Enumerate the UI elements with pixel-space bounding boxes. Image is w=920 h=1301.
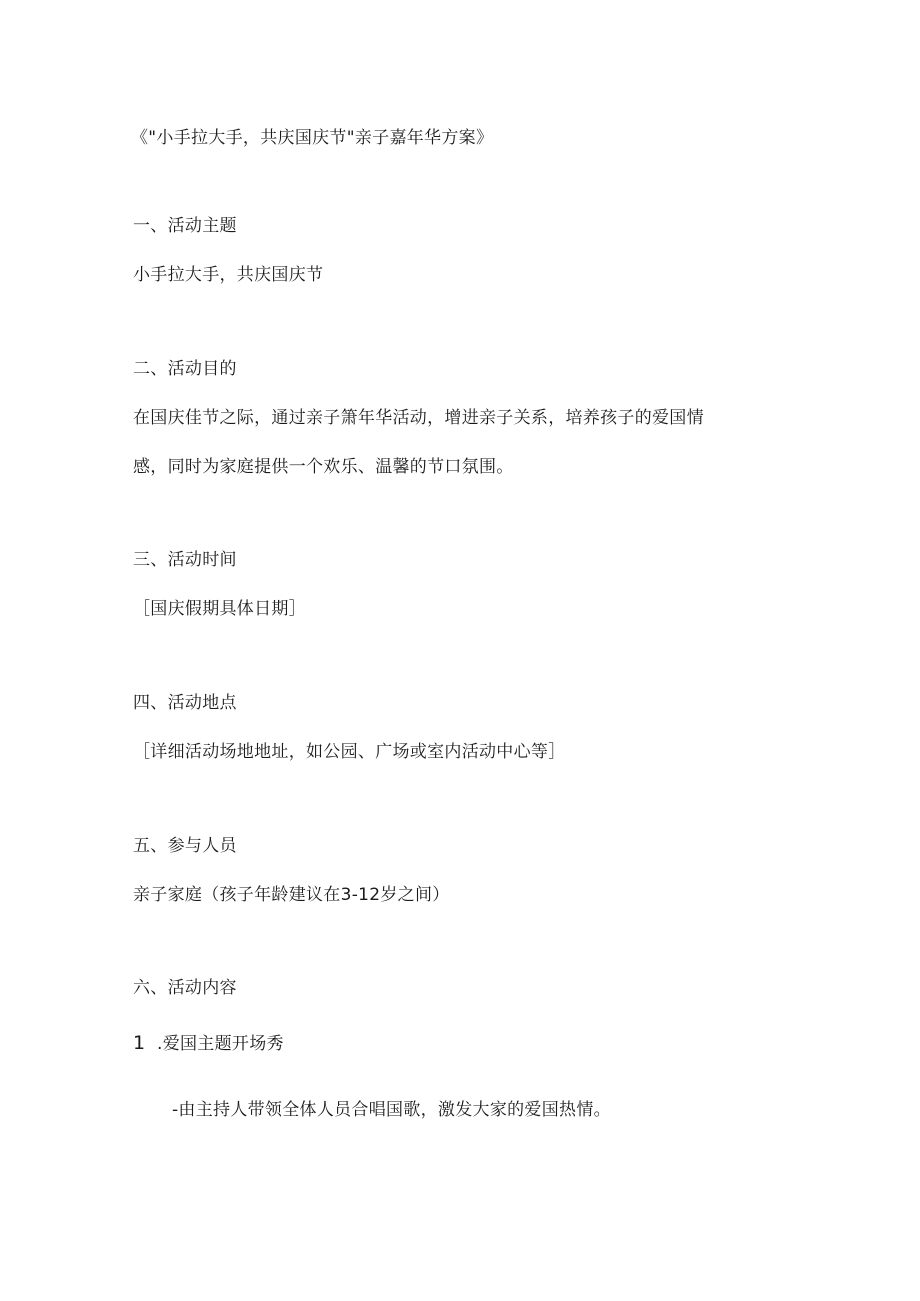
list-item-label: .爱国主题开场秀: [157, 1034, 284, 1054]
section-heading-participants: 五、参与人员: [133, 836, 237, 856]
section-heading-purpose: 二、活动目的: [133, 359, 237, 379]
list-item-number: 1: [133, 1032, 146, 1054]
section-body-purpose-line2: 感，同时为家庭提供一个欢乐、温馨的节口氛围。: [133, 457, 514, 477]
list-item-detail: -由主持人带领全体人员合唱国歌，激发大家的爱国热情。: [172, 1100, 611, 1120]
section-body-time: ［国庆假期具体日期］: [133, 599, 306, 619]
section-heading-content: 六、活动内容: [133, 978, 237, 998]
list-item: [133, 1031, 284, 1056]
section-body-participants: 亲子家庭（孩子年龄建议在3-12岁之间）: [133, 885, 450, 905]
document-title: 《"小手拉大手，共庆国庆节"亲子嘉年华方案》: [131, 128, 494, 148]
section-body-location: ［详细活动场地地址，如公园、广场或室内活动中心等］: [133, 742, 566, 762]
section-body-purpose-line1: 在国庆佳节之际，通过亲子箫年华活动，增进亲子关系，培养孩子的爱国情: [133, 408, 704, 428]
section-heading-time: 三、活动时间: [133, 550, 237, 570]
section-body-theme: 小手拉大手，共庆国庆节: [133, 265, 324, 285]
section-heading-location: 四、活动地点: [133, 693, 237, 713]
section-heading-theme: 一、活动主题: [133, 216, 237, 236]
